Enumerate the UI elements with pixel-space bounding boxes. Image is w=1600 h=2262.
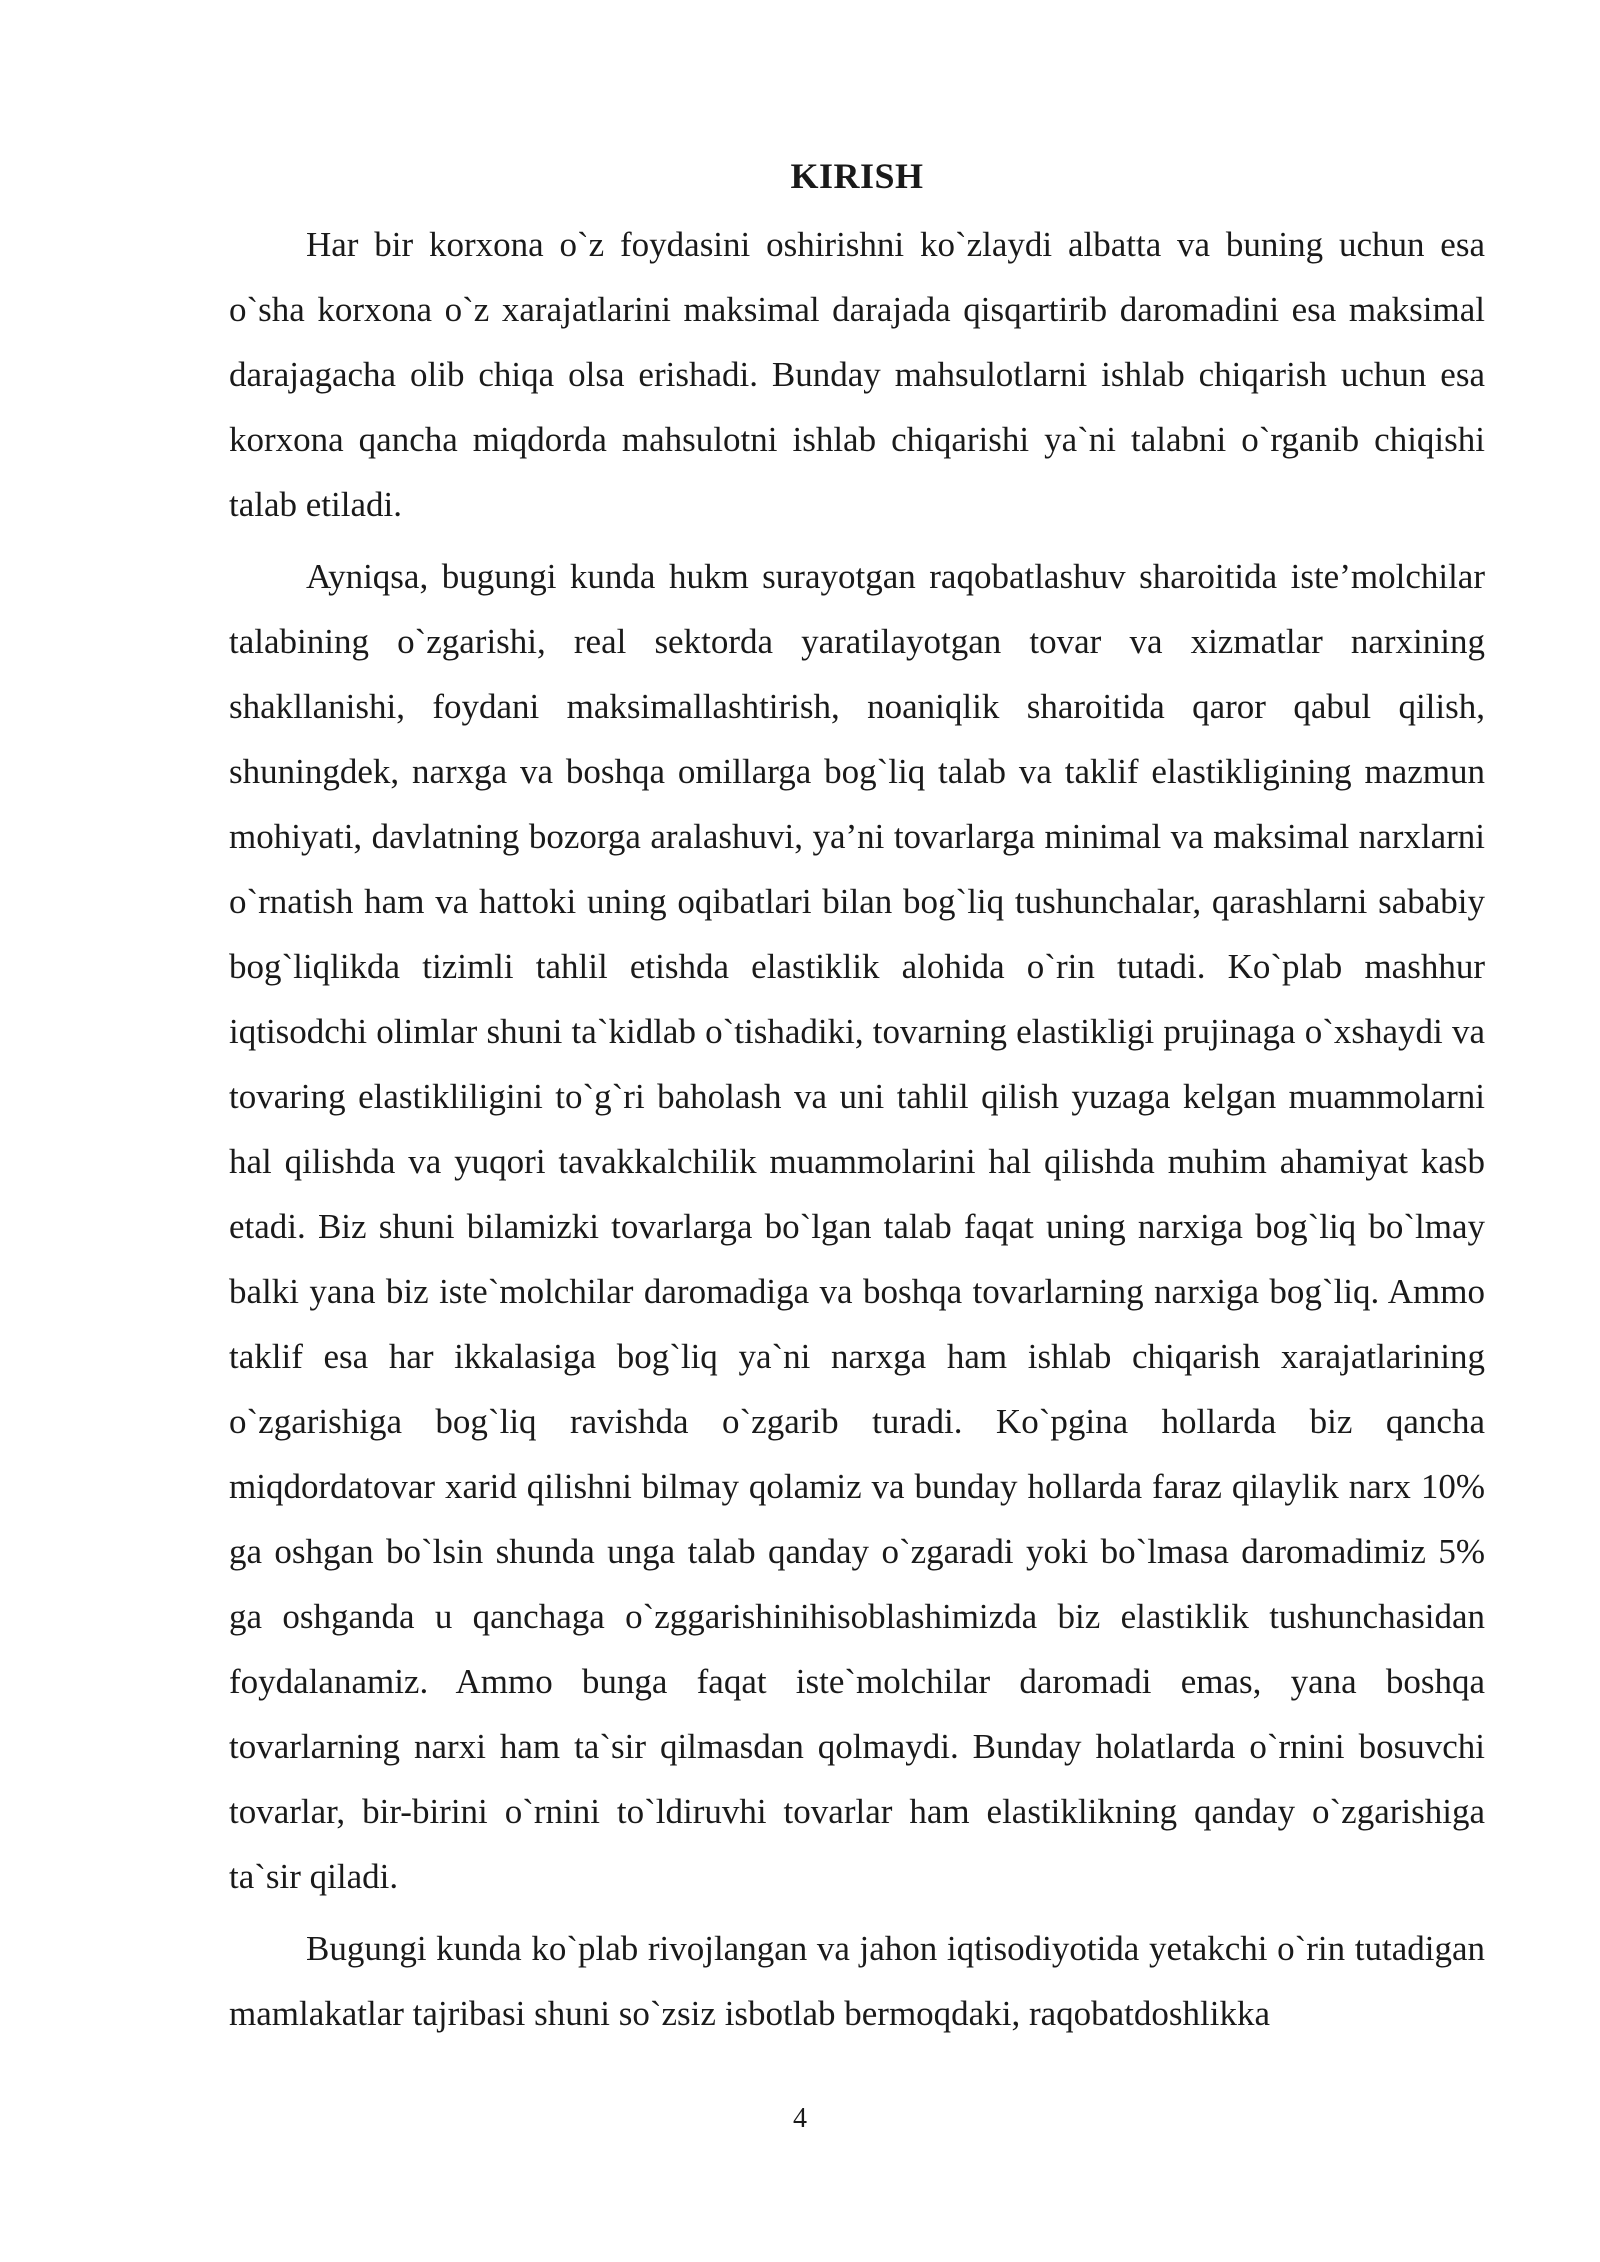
page-number: 4 bbox=[793, 2103, 807, 2134]
paragraph: Har bir korxona o`z foydasini oshirishni ko`zlaydi albatta va buning uchun esa o`sha korxona o`z xarajatlarini maksimal darajada qisqartirib daromadini esa maksimal darajagacha olib chiqa olsa erishadi. Bunday mahsulotlarni ishlab chiqarish uchun esa korxona qancha miqdorda mahsulotni ishlab chiqarishi ya`ni talabni o`rganib chiqishi talab etiladi. bbox=[229, 225, 1485, 524]
section-title: KIRISH bbox=[790, 156, 924, 196]
paragraph: Ayniqsa, bugungi kunda hukm surayotgan raqobatlashuv sharoitida iste’molchilar talabining o`zgarishi, real sektorda yaratilayotgan tovar va xizmatlar narxining shakllanishi, foydani maksimallashtirish, noaniqlik sharoitida qaror qabul qilish, shuningdek, narxga va boshqa omillarga bog`liq talab va taklif elastikligining mazmun mohiyati, davlatning bozorga aralashuvi, ya’ni tovarlarga minimal va maksimal narxlarni o`rnatish ham va hattoki uning oqibatlari bilan bog`liq tushunchalar, qarashlarni sababiy bog`liqlikda tizimli tahlil etishda elastiklik alohida o`rin tutadi. Ko`plab mashhur iqtisodchi olimlar shuni ta`kidlab o`tishadiki, tovarning elastikligi prujinaga o`xshaydi va tovaring elastikliligini to`g`ri baholash va uni tahlil qilish yuzaga kelgan muammolarni hal qilishda va yuqori tavakkalchilik muammolarini hal qilishda muhim ahamiyat kasb etadi. Biz shuni bilamizki tovarlarga bo`lgan talab faqat uning narxiga bog`liq bo`lmay balki yana biz iste`molchilar daromadiga va boshqa tovarlarning narxiga bog`liq. Ammo taklif esa har ikkalasiga bog`liq ya`ni narxga ham ishlab chiqarish xarajatlarining o`zgarishiga bog`liq ravishda o`zgarib turadi. Ko`pgina hollarda biz qancha miqdordatovar xarid qilishni bilmay qolamiz va bunday hollarda faraz qilaylik narx 10% ga oshgan bo`lsin shunda unga talab qanday o`zgaradi yoki bo`lmasa daromadimiz 5% ga oshganda u qanchaga o`zggarishinihisoblashimizda biz elastiklik tushunchasidan foydalanamiz. Ammo bunga faqat iste`molchilar daromadi emas, yana boshqa tovarlarning narxi ham ta`sir qilmasdan qolmaydi. Bunday holatlarda o`rnini bosuvchi tovarlar, bir-birini o`rnini to`ldiruvhi tovarlar ham elastiklikning qanday o`zgarishiga ta`sir qiladi. bbox=[229, 557, 1485, 1896]
page-content bbox=[229, 150, 1485, 2053]
paragraph: Bugungi kunda ko`plab rivojlangan va jahon iqtisodiyotida yetakchi o`rin tutadigan mamlakatlar tajribasi shuni so`zsiz isbotlab bermoqdaki, raqobatdoshlikka bbox=[229, 1929, 1485, 2033]
